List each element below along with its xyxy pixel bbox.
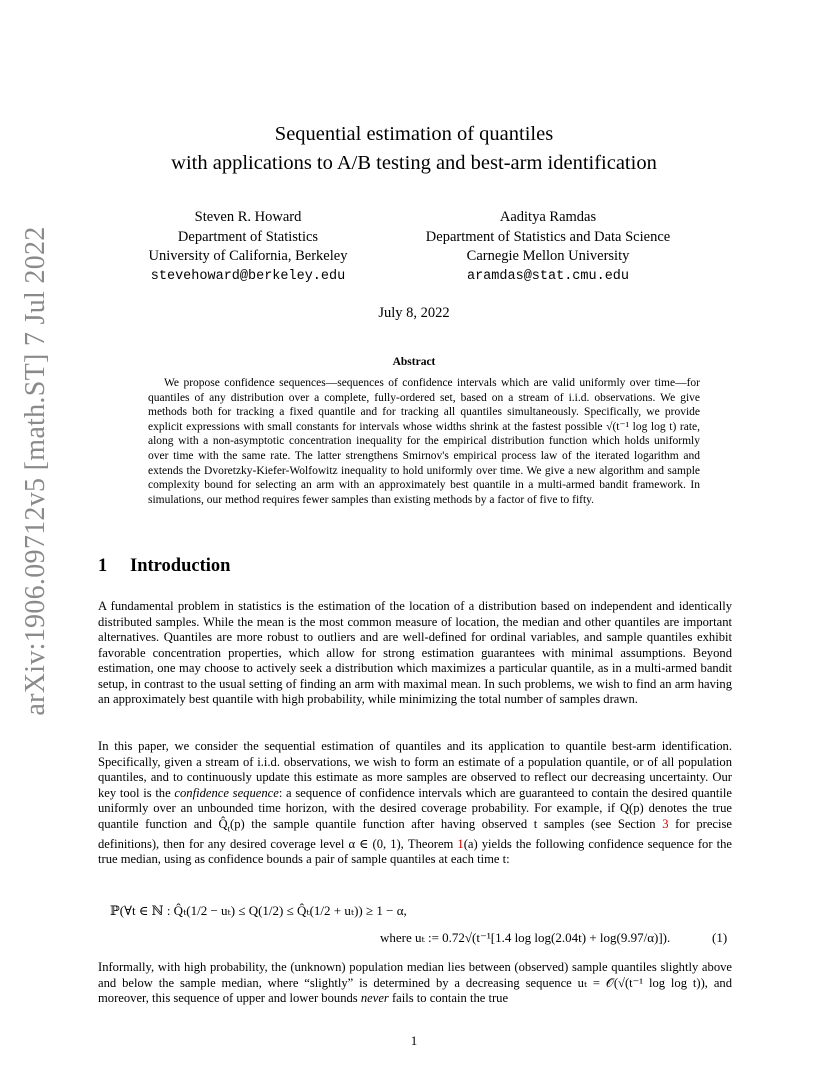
author-institution: Carnegie Mellon University	[466, 248, 630, 264]
author-department: Department of Statistics and Data Science	[425, 228, 671, 245]
equation-number: (1)	[712, 930, 728, 945]
emphasis-never: never	[360, 991, 389, 1006]
paragraph-text: for precise definitions), then for any desired coverage level α ∈ (0, 1), Theorem	[98, 816, 732, 851]
paragraph-text: fails to contain the true	[388, 991, 509, 1006]
emphasis-confidence-sequence: confidence sequence	[174, 785, 279, 800]
author-email[interactable]: stevehoward@berkeley.edu	[150, 268, 346, 284]
section-3-link[interactable]: 3	[662, 816, 669, 831]
paragraph-text: (a) yields the following confidence sequence for the true median, using as confidence bounds a pair of sample quantiles at each time t:	[98, 836, 732, 867]
abstract-body	[148, 376, 700, 507]
author-email[interactable]: aramdas@stat.cmu.edu	[466, 268, 630, 284]
intro-paragraph-3	[98, 960, 732, 1007]
section-title: Introduction	[130, 556, 231, 576]
paper-title	[0, 120, 828, 178]
title-line-2: with applications to A/B testing and best-arm identification	[171, 152, 657, 174]
section-number: 1	[98, 556, 108, 576]
paragraph-text: Informally, with high probability, the (unknown) population median lies between (observed) sample quantiles slightly above and below the sample median, where “slightly” is determined by a decreasing sequence uₜ = 𝒪(√(t⁻¹ log log t)), and moreover, this sequence of upper and lower bounds	[98, 960, 732, 1006]
page-number: 1	[410, 1033, 418, 1048]
author-block-1	[130, 208, 366, 286]
abstract-text-part-2: rate, along with a non-asymptotic concentration inequality for the empirical distribution function which holds uniformly over time with the same rate. The latter strengthens Smirnov's empirical process law of the iterated logarithm and extends the Dvoretzky-Kiefer-Wolfowitz inequality to hold uniformly over time. We give a new algorithm and sample complexity bound for selecting an arm with an approximately best quantile in a multi-armed bandit framework. In simulations, our method requires fewer samples than existing methods by a factor of five to fifty.	[148, 420, 701, 506]
author-block-2	[396, 208, 700, 286]
author-institution: University of California, Berkeley	[148, 248, 348, 264]
equation-1-line-2: where uₜ := 0.72√(t⁻¹[1.4 log log(2.04t) + log(9.97/α)]).	[380, 930, 671, 945]
abstract-rate-math: √(t⁻¹ log log t)	[606, 420, 677, 433]
paragraph-text: (p) the sample quantile function after having observed t samples (see Section	[230, 816, 663, 831]
paper-date: July 8, 2022	[378, 305, 450, 321]
author-name: Steven R. Howard	[194, 209, 302, 225]
section-heading-introduction	[98, 556, 230, 577]
intro-paragraph-1: A fundamental problem in statistics is the estimation of the location of a distribution based on independent and identically distributed samples. While the mean is the most common measure of location, the median and other quantiles are important alternatives. Quantiles are more robust to outliers and are well-defined for ordinal variables, and sample quantiles exhibit favorable concentration properties, which allow for strong estimation guarantees with minimal assumptions. Beyond estimation, one may choose to actively seek a distribution which maximizes a particular quantile, as in a multi-armed bandit setup, in contrast to the usual setting of finding an arm with maximal mean. In such problems, we wish to find an arm having an approximately best quantile with high probability, while minimizing the total number of samples drawn.	[98, 599, 732, 707]
paragraph-text: : a sequence of confidence intervals which are guaranteed to contain the desired quantile uniformly over an unbounded time horizon, with the desired coverage probability. For example, if Q(p) denotes the true quantile function and Q̂	[98, 785, 733, 831]
intro-paragraph-2: In this paper, we consider the sequential estimation of quantiles and its application to quantile best-arm identification. Specifically, given a stream of i.i.d. observations, we wish to form an estimate of a population quantile, or of all population quantiles, and to continuously update this estimate as more samples are observed to reflect our decreasing uncertainty. Our key tool is the confidence sequence: a sequence of confidence intervals which are guaranteed to contain the desired quantile uniformly over an unbounded time horizon, with the desired coverage probability. For example, if Q(p) denotes the true quantile function and $Q̂_t(p)$ the sample quantile function after having observed t samples (see Section 3 for precise definitions), then for any desired coverage level α ∈ (0, 1), Theorem 1(a) yields the following confidence sequence for the true median, using as confidence bounds a pair of sample quantiles at each time t:	[98, 739, 733, 867]
paragraph-text: In this paper, we consider the sequential estimation of quantiles and its application to quantile best-arm identification. Specifically, given a stream of i.i.d. observations, we wish to form an estimate of a population quantile, or of all population quantiles, and to continuously update this estimate as more samples are observed to reflect our decreasing uncertainty. Our key tool is the	[98, 739, 732, 800]
title-line-1: Sequential estimation of quantiles	[274, 123, 554, 145]
abstract-heading: Abstract	[392, 356, 436, 368]
author-name: Aaditya Ramdas	[499, 209, 597, 225]
theorem-1-link[interactable]: 1	[457, 836, 464, 851]
equation-1-line-1: ℙ(∀t ∈ ℕ : Q̂ₜ(1/2 − uₜ) ≤ Q(1/2) ≤ Q̂ₜ(1/2 + uₜ)) ≥ 1 − α,	[110, 903, 407, 918]
author-department: Department of Statistics	[177, 228, 319, 245]
abstract-text-part-1: We propose confidence sequences—sequences of confidence intervals which are valid uniformly over time—for quantiles of any distribution over a complete, fully-ordered set, based on a stream of i.i.d. observations. We give methods both for tracking a fixed quantile and for tracking all quantiles simultaneously. Specifically, we provide explicit expressions with small constants for intervals whose widths shrink at the fastest possible	[148, 377, 700, 433]
arxiv-identifier-stamp: arXiv:1906.09712v5 [math.ST] 7 Jul 2022	[20, 226, 51, 716]
